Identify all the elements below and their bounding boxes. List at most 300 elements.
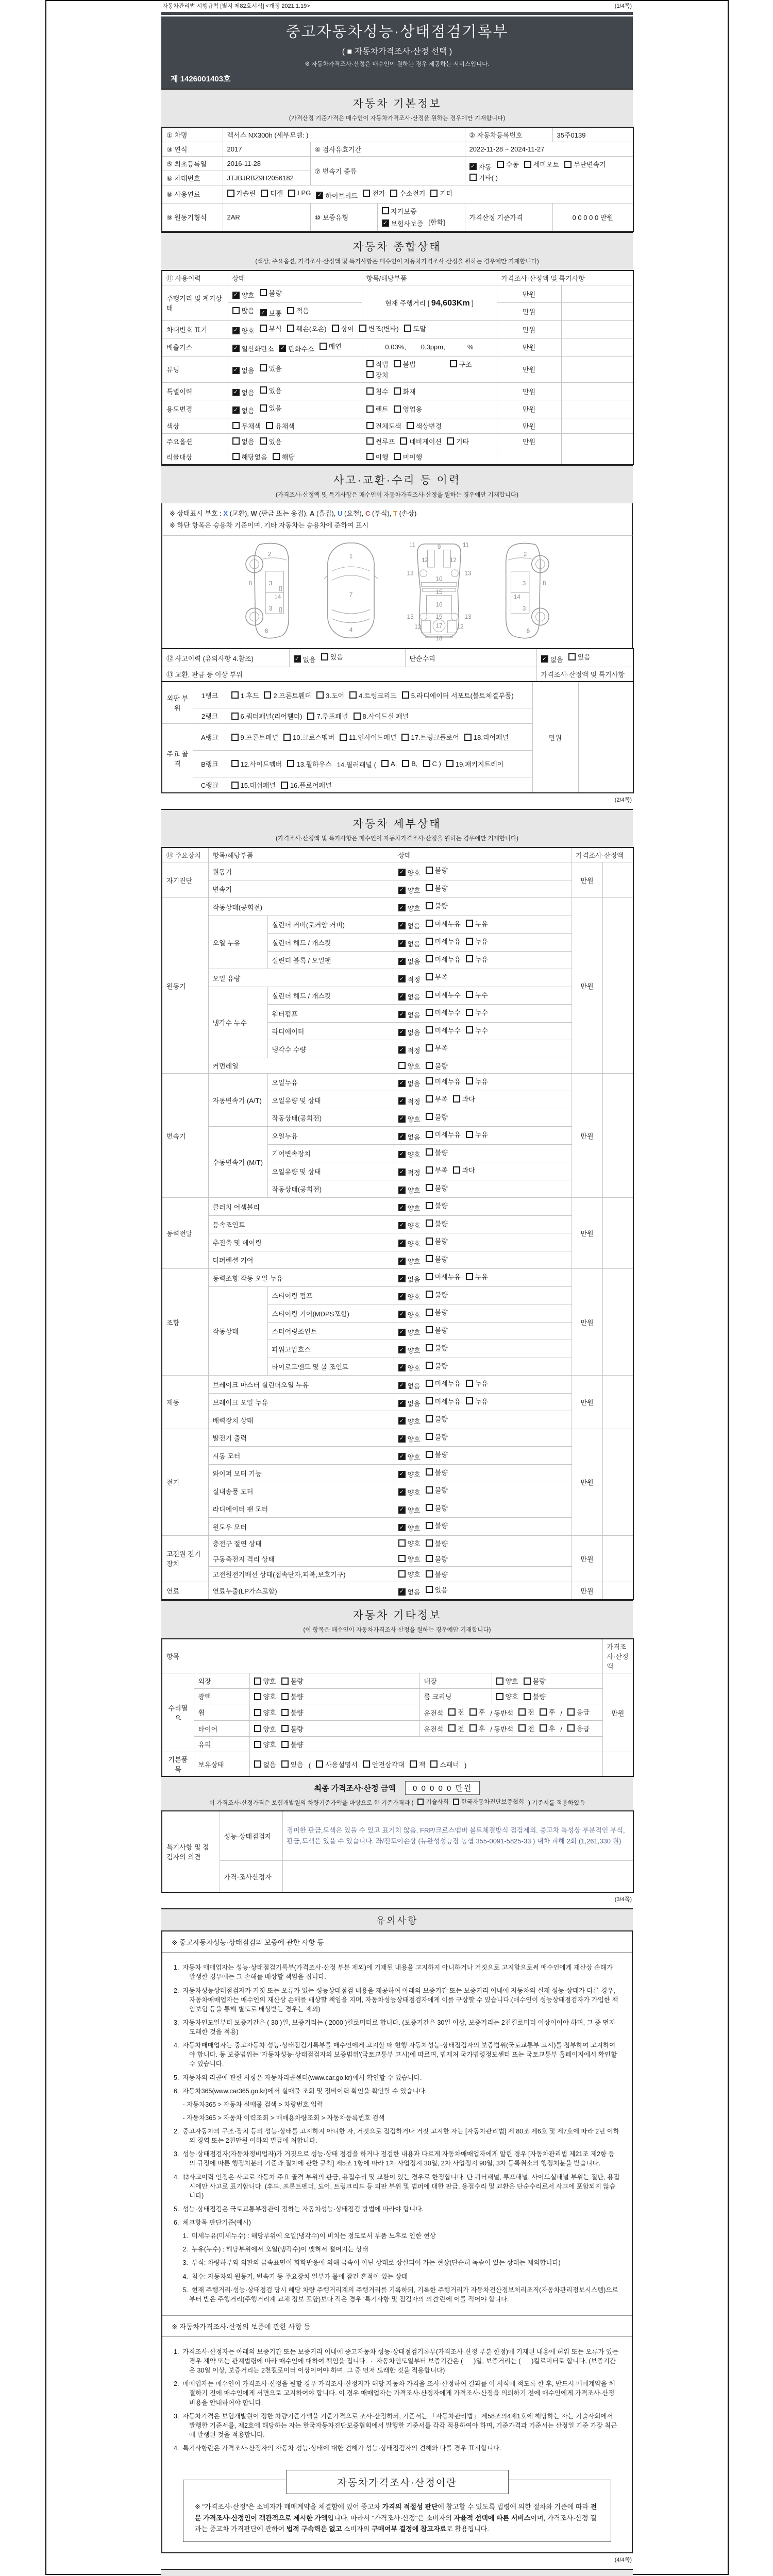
checkbox-option (466, 1076, 488, 1086)
subgroup-label: 수동변속기 (M/T) (208, 1127, 267, 1198)
checkbox-option (398, 868, 421, 877)
mileage-cell (362, 285, 497, 320)
state-options (394, 880, 572, 898)
fuel-options (223, 185, 633, 204)
option-label: 세미오토 (533, 161, 559, 169)
option-label: A, (390, 759, 397, 768)
option-label: 양호 (407, 1488, 421, 1497)
state-options (394, 1286, 572, 1304)
option-label: 양호 (407, 1293, 421, 1301)
field-label: ① 차명 (162, 127, 223, 142)
checkbox-icon (404, 325, 411, 332)
rank-options (227, 682, 532, 708)
panel-number: 18 (435, 635, 443, 641)
checkbox-option (426, 1414, 448, 1423)
option-label: 양호 (407, 1417, 421, 1426)
state-options (394, 862, 572, 880)
column-header: 항목/해당부품 (208, 848, 394, 862)
checkbox-icon (340, 734, 347, 741)
text-part: C (365, 509, 371, 517)
option-label: 미세누유 (434, 938, 461, 946)
checkbox-option (398, 1132, 421, 1142)
checkbox-option (287, 324, 327, 333)
checkbox-icon (287, 307, 294, 314)
option-label: 양호 (407, 1539, 421, 1548)
item-label: 윈도우 모터 (208, 1518, 394, 1536)
checkbox-option (426, 1094, 448, 1104)
option-label: 미이행 (402, 453, 423, 461)
simple-repair-options (536, 649, 633, 667)
state-options (394, 1340, 572, 1358)
option-label: 19.패키지트레이 (455, 760, 504, 768)
checkbox-option (281, 780, 332, 790)
panel-number: 17 (435, 622, 443, 630)
item-options (362, 382, 497, 400)
option-label: 변조(변타) (368, 325, 399, 333)
section-detail-state (161, 809, 633, 848)
item-label: 라디에이터 팬 모터 (208, 1500, 394, 1518)
checkbox-icon (366, 437, 374, 445)
checkbox-option (424, 1708, 444, 1718)
item-label: 등속조인트 (208, 1215, 394, 1233)
checkbox-option (398, 956, 421, 966)
checkbox-option (398, 1292, 421, 1301)
checkbox-option (524, 1691, 546, 1701)
checkbox-icon (260, 325, 267, 332)
checkbox-icon (232, 307, 240, 314)
option-label: 렌트 (375, 405, 389, 414)
checkbox-icon: ✓ (398, 1275, 406, 1282)
amount-cell: 만원 (572, 1535, 602, 1582)
option-label: 적음 (296, 307, 309, 315)
state-options (228, 320, 497, 338)
option-label: 없음 (550, 655, 563, 664)
option-label: 양호 (263, 1709, 276, 1717)
option-label: 불량 (434, 1238, 448, 1246)
checkbox-option (398, 1538, 421, 1548)
column-header: 상태 (394, 848, 572, 862)
option-label: 불량 (434, 1522, 448, 1530)
panel-number: 11 (409, 542, 415, 549)
section-title: 사고·교환·수리 등 이력 (333, 474, 461, 486)
column-header: ⑭ 주요장치 (162, 848, 208, 862)
checkbox-option (417, 1798, 448, 1806)
section-subtitle: (가격조사·산정액 및 특기사항은 매수인이 자동차가격조사·산정을 원하는 경우에만 기재합니다) (276, 836, 518, 842)
checkbox-option (430, 1759, 459, 1769)
item-label: 휠 (194, 1704, 249, 1721)
panel-number: 8 (542, 580, 546, 587)
checkbox-option (426, 1307, 448, 1317)
amount-cell: 만원 (497, 356, 561, 382)
item-label: 타이어 (194, 1720, 249, 1737)
panel-number: 19 (435, 614, 443, 621)
section-subtitle: (가격조사·산정액 및 특기사항은 매수인이 자동차가격조사·산정을 원하는 경우에만 기재합니다) (276, 492, 518, 498)
state-options (228, 433, 362, 449)
notice-item: - 자동차365 > 자동차 이력조회 > 매매용차량조회 > 자동차등록번호 검색 (174, 2114, 385, 2122)
accident-history-table (161, 648, 634, 682)
checkbox-icon (231, 713, 239, 720)
option-label: 양호 (263, 1693, 276, 1701)
state-options (228, 382, 362, 400)
option-label: 불량 (434, 1326, 448, 1334)
checkbox-icon: ✓ (398, 1346, 406, 1353)
checkbox-option (426, 990, 461, 999)
checkbox-icon (426, 1095, 433, 1103)
option-label: / 동반석 (490, 1725, 514, 1734)
checkbox-icon: ✓ (398, 1187, 406, 1194)
checkbox-option (363, 188, 385, 198)
checkbox-option (231, 732, 279, 742)
checkbox-icon: ✓ (232, 345, 240, 352)
checkbox-icon (366, 422, 374, 429)
panel-number: 2 (523, 551, 527, 558)
checkbox-icon: ✓ (398, 1524, 406, 1531)
checkbox-option (407, 421, 442, 431)
option-label: 없음 (407, 1133, 421, 1141)
option-label: 미세누수 (434, 1026, 461, 1035)
section-notices (161, 1908, 633, 1931)
option-label: 하이브리드 (325, 192, 358, 200)
state-options (394, 1482, 572, 1500)
item-label: 유리 (194, 1737, 249, 1752)
option-label: 양호 (407, 1222, 421, 1230)
group-label: 특기사항 및 점검자의 의견 (162, 1811, 220, 1892)
checkbox-icon (394, 405, 401, 413)
section-photos (161, 2569, 633, 2576)
checkbox-option (294, 654, 316, 664)
checkbox-option (426, 1200, 448, 1210)
checkbox-option (337, 759, 376, 769)
amount-cell: 만원 (572, 862, 602, 898)
field-label: ⑦ 변속기 종류 (310, 157, 465, 185)
checkbox-option (567, 1707, 590, 1717)
checkbox-icon (281, 1677, 289, 1685)
group-label: 동력전달 (162, 1198, 208, 1269)
option-label: 잭 (418, 1760, 426, 1769)
checkbox-option (540, 1707, 556, 1717)
state-options (394, 1058, 572, 1073)
checkbox-icon (400, 437, 407, 445)
state-options (394, 1180, 572, 1198)
checkbox-icon (281, 1725, 289, 1732)
option-label: 양호 (407, 1187, 421, 1195)
option-label: 미세누수 (434, 1009, 461, 1017)
etc-info-table (161, 1638, 634, 1777)
checkbox-icon (363, 1760, 370, 1768)
checkbox-option (518, 1707, 534, 1717)
item-label: 룸 크리닝 (419, 1689, 492, 1704)
checkbox-icon (518, 1724, 526, 1732)
checkbox-icon: ✓ (398, 1097, 406, 1105)
item-label: 오일누유 (267, 1127, 394, 1145)
item-label: 타이로드엔드 및 볼 조인트 (267, 1358, 394, 1376)
notice-item: 5. 자동차의 리콜에 관한 사항은 자동차리콜센터(www.car.go.kr)에서 확인할 수 있습니다. (174, 2074, 422, 2081)
option-label: 불량 (434, 1062, 448, 1070)
item-options (362, 449, 497, 465)
checkbox-option (398, 939, 421, 948)
checkbox-option (307, 711, 348, 721)
option-label: 18.리어패널 (473, 734, 509, 742)
option-label: 없음 (241, 389, 255, 397)
state-options (394, 1429, 572, 1447)
option-label: 11.인사이드패널 (349, 734, 397, 742)
checkbox-option (281, 1676, 304, 1686)
field-label: 가격산정 기준가격 (465, 203, 552, 231)
option-label: 전기 (372, 190, 385, 197)
panel-number: 14 (274, 594, 281, 601)
panel-number: 3 (522, 605, 526, 613)
checkbox-icon (254, 1693, 261, 1700)
checkbox-icon (366, 371, 374, 378)
checkbox-icon (231, 691, 239, 699)
checkbox-option (426, 1043, 448, 1053)
checkbox-option (281, 1691, 304, 1701)
checkbox-icon (426, 1380, 433, 1387)
row-label: 용도변경 (162, 400, 228, 418)
checkbox-icon (426, 1238, 433, 1245)
checkbox-option (273, 452, 295, 462)
option-label: 구조 (459, 360, 472, 368)
state-options (394, 1447, 572, 1465)
group-label: 자기진단 (162, 862, 208, 898)
checkbox-option (466, 1378, 488, 1388)
checkbox-option (490, 1708, 513, 1718)
checkbox-icon (366, 387, 374, 395)
checkbox-icon: ✓ (398, 869, 406, 876)
checkbox-option (279, 344, 314, 353)
option-label: 불량 (434, 1148, 448, 1157)
checkbox-icon: ✓ (398, 993, 406, 1001)
checkbox-option (332, 324, 354, 333)
checkbox-option (316, 690, 344, 700)
option-label: 해당없음 (241, 453, 267, 461)
row-label: 리콜대상 (162, 449, 228, 465)
note-cell (561, 303, 633, 321)
row-label: 특별이력 (162, 382, 228, 400)
checkbox-option (398, 1569, 421, 1579)
option-label: 없음 (407, 1029, 421, 1037)
option-label: 불량 (434, 1451, 448, 1459)
checkbox-option (469, 173, 498, 182)
state-options (394, 1144, 572, 1162)
checkbox-option (426, 1272, 461, 1281)
amount-cell: 만원 (497, 400, 561, 418)
notice-item: 4. ⑫사고이력 인정은 사고로 자동차 주요 골격 부위의 판금, 용접수리 및 교환이 있는 경우로 한정합니다. 단 쿼터패널, 루프패널, 사이드실패널 부위는 절단, 용접 시에만 사고로 표기합니다. (후드, 프론트펜더, 도어, 트렁크리드 등 외판 부위 및 범퍼에 대한 판금, 용접수리 및 교환은 단순수리로서 사고에 포함되지 않습니다) (174, 2173, 621, 2199)
checkbox-option (426, 1569, 448, 1579)
checkbox-icon (426, 867, 433, 874)
option-label: 색상변경 (415, 422, 442, 430)
checkbox-option (448, 1707, 464, 1717)
option-label: 2.프론트휀더 (273, 691, 312, 700)
state-options (394, 1518, 572, 1536)
option-label: 보험사보증 (391, 219, 424, 228)
option-label: 운전석 (424, 1709, 444, 1717)
row-label: 단순수리 (405, 649, 536, 667)
checkbox-option (232, 452, 267, 462)
option-label: 응급 (576, 1724, 590, 1733)
checkbox-option (453, 1165, 475, 1175)
checkbox-icon (426, 884, 433, 891)
checkbox-icon (349, 691, 357, 699)
checkbox-option (254, 1739, 276, 1749)
checkbox-option (394, 404, 423, 414)
checkbox-icon (394, 387, 401, 395)
option-label: C ) (432, 759, 441, 768)
checkbox-option (394, 359, 416, 369)
text-part: ※ 상태표시 부호 : (170, 509, 224, 517)
state-options (394, 1233, 572, 1251)
option-label: 가솔린 (236, 190, 256, 197)
checkbox-option (398, 1221, 421, 1230)
checkbox-option (398, 1027, 421, 1037)
checkbox-option (518, 1723, 534, 1733)
option-label: 안전삼각대 (372, 1760, 405, 1769)
checkbox-option (398, 1587, 421, 1597)
option-label: 불량 (434, 1555, 448, 1563)
option-label: 불량 (532, 1677, 546, 1686)
mileage-prefix: 현재 주행거리 [ (385, 299, 431, 307)
checkbox-icon (273, 453, 280, 460)
option-label: 과다 (462, 1166, 475, 1175)
group-label: 조향 (162, 1269, 208, 1376)
option-label: 많음 (241, 307, 255, 315)
checkbox-icon (540, 1708, 547, 1716)
checkbox-option (426, 1290, 448, 1299)
state-options (394, 1040, 572, 1058)
option-label: 있음 (330, 653, 343, 662)
checkbox-icon: ✓ (232, 406, 240, 414)
option-label: 응급 (576, 1708, 590, 1717)
option-label: 양호 (263, 1677, 276, 1686)
state-options (394, 1198, 572, 1216)
option-label: 기타( ) (478, 174, 498, 182)
option-label: 수동 (506, 161, 519, 169)
option-label: 양호 (407, 869, 421, 877)
option-label: 불량 (434, 1362, 448, 1370)
option-label: 없음 (407, 1011, 421, 1019)
option-label: 누유 (475, 938, 488, 946)
option-label: 불량 (290, 1677, 304, 1686)
checkbox-option (410, 1759, 426, 1769)
option-label: 누유 (475, 920, 488, 928)
note-cell (578, 682, 633, 793)
checkbox-option (398, 1256, 421, 1266)
option-label: 불량 (268, 289, 282, 297)
checkbox-option (564, 159, 606, 169)
note-cell (561, 285, 633, 303)
checkbox-option (469, 1723, 485, 1733)
checkbox-option (398, 1554, 421, 1564)
checkbox-option (382, 206, 417, 216)
note-cell (561, 418, 633, 433)
checkbox-icon (260, 289, 267, 296)
option-label: 불량 (434, 1433, 448, 1441)
final-price-band (161, 1776, 633, 1811)
option-label: 적정 (407, 1046, 421, 1055)
checkbox-icon: ✓ (398, 1133, 406, 1140)
state-options (394, 1073, 572, 1091)
checkbox-icon (260, 364, 267, 371)
row-label: 차대번호 표기 (162, 320, 228, 338)
checkbox-option (426, 1538, 448, 1548)
checkbox-icon (260, 404, 267, 412)
checkbox-option (426, 1254, 448, 1264)
tire-position-options (419, 1720, 602, 1737)
option-label: 있음 (268, 386, 282, 395)
state-options (228, 418, 362, 433)
panel-number: 1 (349, 553, 352, 560)
amount-cell: 만원 (572, 1073, 602, 1198)
checkbox-option (446, 759, 503, 769)
option-label: 운전석 (424, 1725, 444, 1734)
checkbox-option (254, 1707, 276, 1717)
checkbox-option (469, 1707, 485, 1717)
option-label: 불량 (290, 1741, 304, 1749)
checkbox-option (464, 1761, 466, 1769)
checkbox-option (390, 188, 425, 198)
checkbox-icon (426, 1397, 433, 1404)
checkbox-option (398, 1363, 421, 1372)
option-label: 12.사이드멤버 (240, 760, 282, 768)
panel-number: 15 (435, 589, 443, 596)
car-underbody-diagram (401, 540, 477, 641)
checkbox-option (260, 308, 282, 318)
checkbox-icon (227, 190, 234, 197)
field-value: 35주0139 (552, 127, 633, 142)
field-label: ② 자동차등록번호 (465, 127, 552, 142)
text-part: A (309, 509, 315, 517)
checkbox-option (254, 1759, 276, 1769)
option-label: 13.휠하우스 (296, 760, 332, 768)
option-label: 불량 (434, 1468, 448, 1477)
option-label: 있음 (268, 437, 282, 446)
checkbox-icon (288, 190, 295, 197)
option-label: 없음 (303, 655, 316, 664)
item-options (362, 400, 497, 418)
notice-item: 3. 자동차인도일부터 보증기간은 ( 30 )일, 보증거리는 ( 2000 )킬로미터로 합니다. (보증기간은 30일 이상, 보증거리는 2천킬로미터 이상이어야 하며, 그 중 먼저 도래한 것을 적용) (174, 2019, 617, 2036)
checkbox-icon: ✓ (398, 1240, 406, 1247)
checkbox-option (568, 652, 591, 662)
state-options (249, 1737, 602, 1752)
option-label: 사용설명서 (325, 1760, 358, 1769)
option-label: 기타 (456, 437, 469, 446)
checkbox-option (309, 1761, 311, 1769)
option-label: 없음 (407, 958, 421, 966)
option-label: 불량 (434, 884, 448, 892)
panel-rank-table (161, 681, 634, 794)
subgroup-label: 냉각수 누수 (208, 987, 267, 1058)
checkbox-icon: ✓ (398, 958, 406, 965)
checkbox-option (398, 903, 421, 913)
option-label: 있음 (268, 404, 282, 412)
panel-number: 2 (267, 551, 271, 558)
checkbox-icon: ✓ (382, 219, 389, 227)
checkbox-icon: ✓ (469, 163, 477, 170)
option-label: 미세누수 (434, 991, 461, 999)
checkbox-icon (469, 174, 477, 181)
checkbox-icon: ✓ (398, 1151, 406, 1158)
checkbox-option (426, 1503, 448, 1513)
option-label: 있음 (434, 1586, 448, 1594)
checkbox-icon (382, 207, 389, 214)
note-cell (602, 1752, 633, 1777)
checkbox-icon: ✓ (398, 1046, 406, 1054)
item-label: 실린더 헤드 / 개스킷 (267, 934, 394, 952)
checkbox-icon (281, 1760, 289, 1768)
note-cell (602, 1073, 633, 1198)
checkbox-icon (524, 1693, 531, 1700)
checkbox-option (349, 690, 397, 700)
